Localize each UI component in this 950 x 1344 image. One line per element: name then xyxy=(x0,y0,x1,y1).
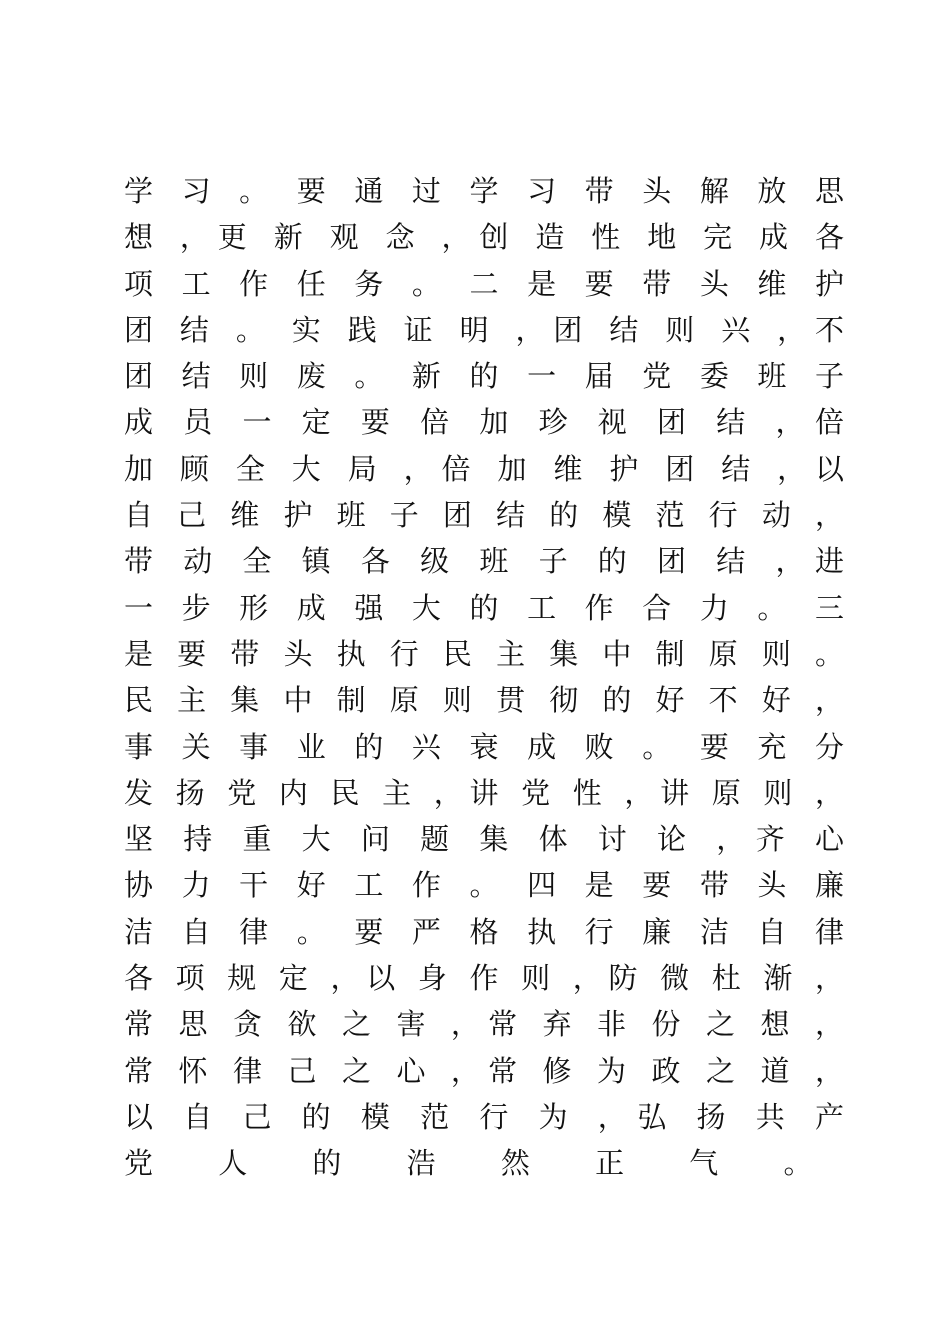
text-line: 是 要 带 头 执 行 民 主 集 中 制 原 则 。 xyxy=(124,636,844,671)
body-text xyxy=(124,168,844,1187)
text-line: 一 步 形 成 强 大 的 工 作 合 力 。 三 xyxy=(124,590,844,625)
text-line: 洁 自 律 。 要 严 格 执 行 廉 洁 自 律 xyxy=(124,914,844,949)
text-line: 带 动 全 镇 各 级 班 子 的 团 结 ，进 xyxy=(124,544,844,579)
text-line: 成 员 一 定 要 倍 加 珍 视 团 结 ，倍 xyxy=(124,405,844,440)
text-line: 事 关 事 业 的 兴 衰 成 败 。 要 充 分 xyxy=(124,729,844,764)
text-line: 党 人 的 浩 然 正 气 。 xyxy=(124,1146,841,1181)
text-line: 协 力 干 好 工 作 。 四 是 要 带 头 廉 xyxy=(124,868,844,903)
text-line: 项 工 作 任 务 。 二 是 要 带 头 维 护 xyxy=(124,266,844,301)
text-line: 发 扬 党 内 民 主 ，讲 党 性 ，讲 原 则 ， xyxy=(124,775,844,810)
text-line: 学 习 。 要 通 过 学 习 带 头 解 放 思 xyxy=(124,174,844,208)
text-line: 加 顾 全 大 局 ，倍 加 维 护 团 结 ，以 xyxy=(124,451,844,486)
text-line: 团 结 。 实 践 证 明 ，团 结 则 兴 ，不 xyxy=(124,312,844,347)
text-line: 以 自 己 的 模 范 行 为 ，弘 扬 共 产 xyxy=(124,1099,844,1134)
text-line: 自 己 维 护 班 子 团 结 的 模 范 行 动 ， xyxy=(124,498,844,533)
text-line: 民 主 集 中 制 原 则 贯 彻 的 好 不 好 ， xyxy=(124,683,844,718)
text-line: 各 项 规 定 ，以 身 作 则 ，防 微 杜 渐 ， xyxy=(124,961,844,996)
text-line: 团 结 则 废 。 新 的 一 届 党 委 班 子 xyxy=(124,359,844,394)
text-line: 常 思 贪 欲 之 害 ，常 弃 非 份 之 想 ， xyxy=(124,1007,844,1042)
text-line: 常 怀 律 己 之 心 ，常 修 为 政 之 道 ， xyxy=(124,1053,844,1088)
text-line: 想 ，更 新 观 念 ，创 造 性 地 完 成 各 xyxy=(124,220,844,255)
text-line: 坚 持 重 大 问 题 集 体 讨 论 ，齐 心 xyxy=(124,822,844,857)
